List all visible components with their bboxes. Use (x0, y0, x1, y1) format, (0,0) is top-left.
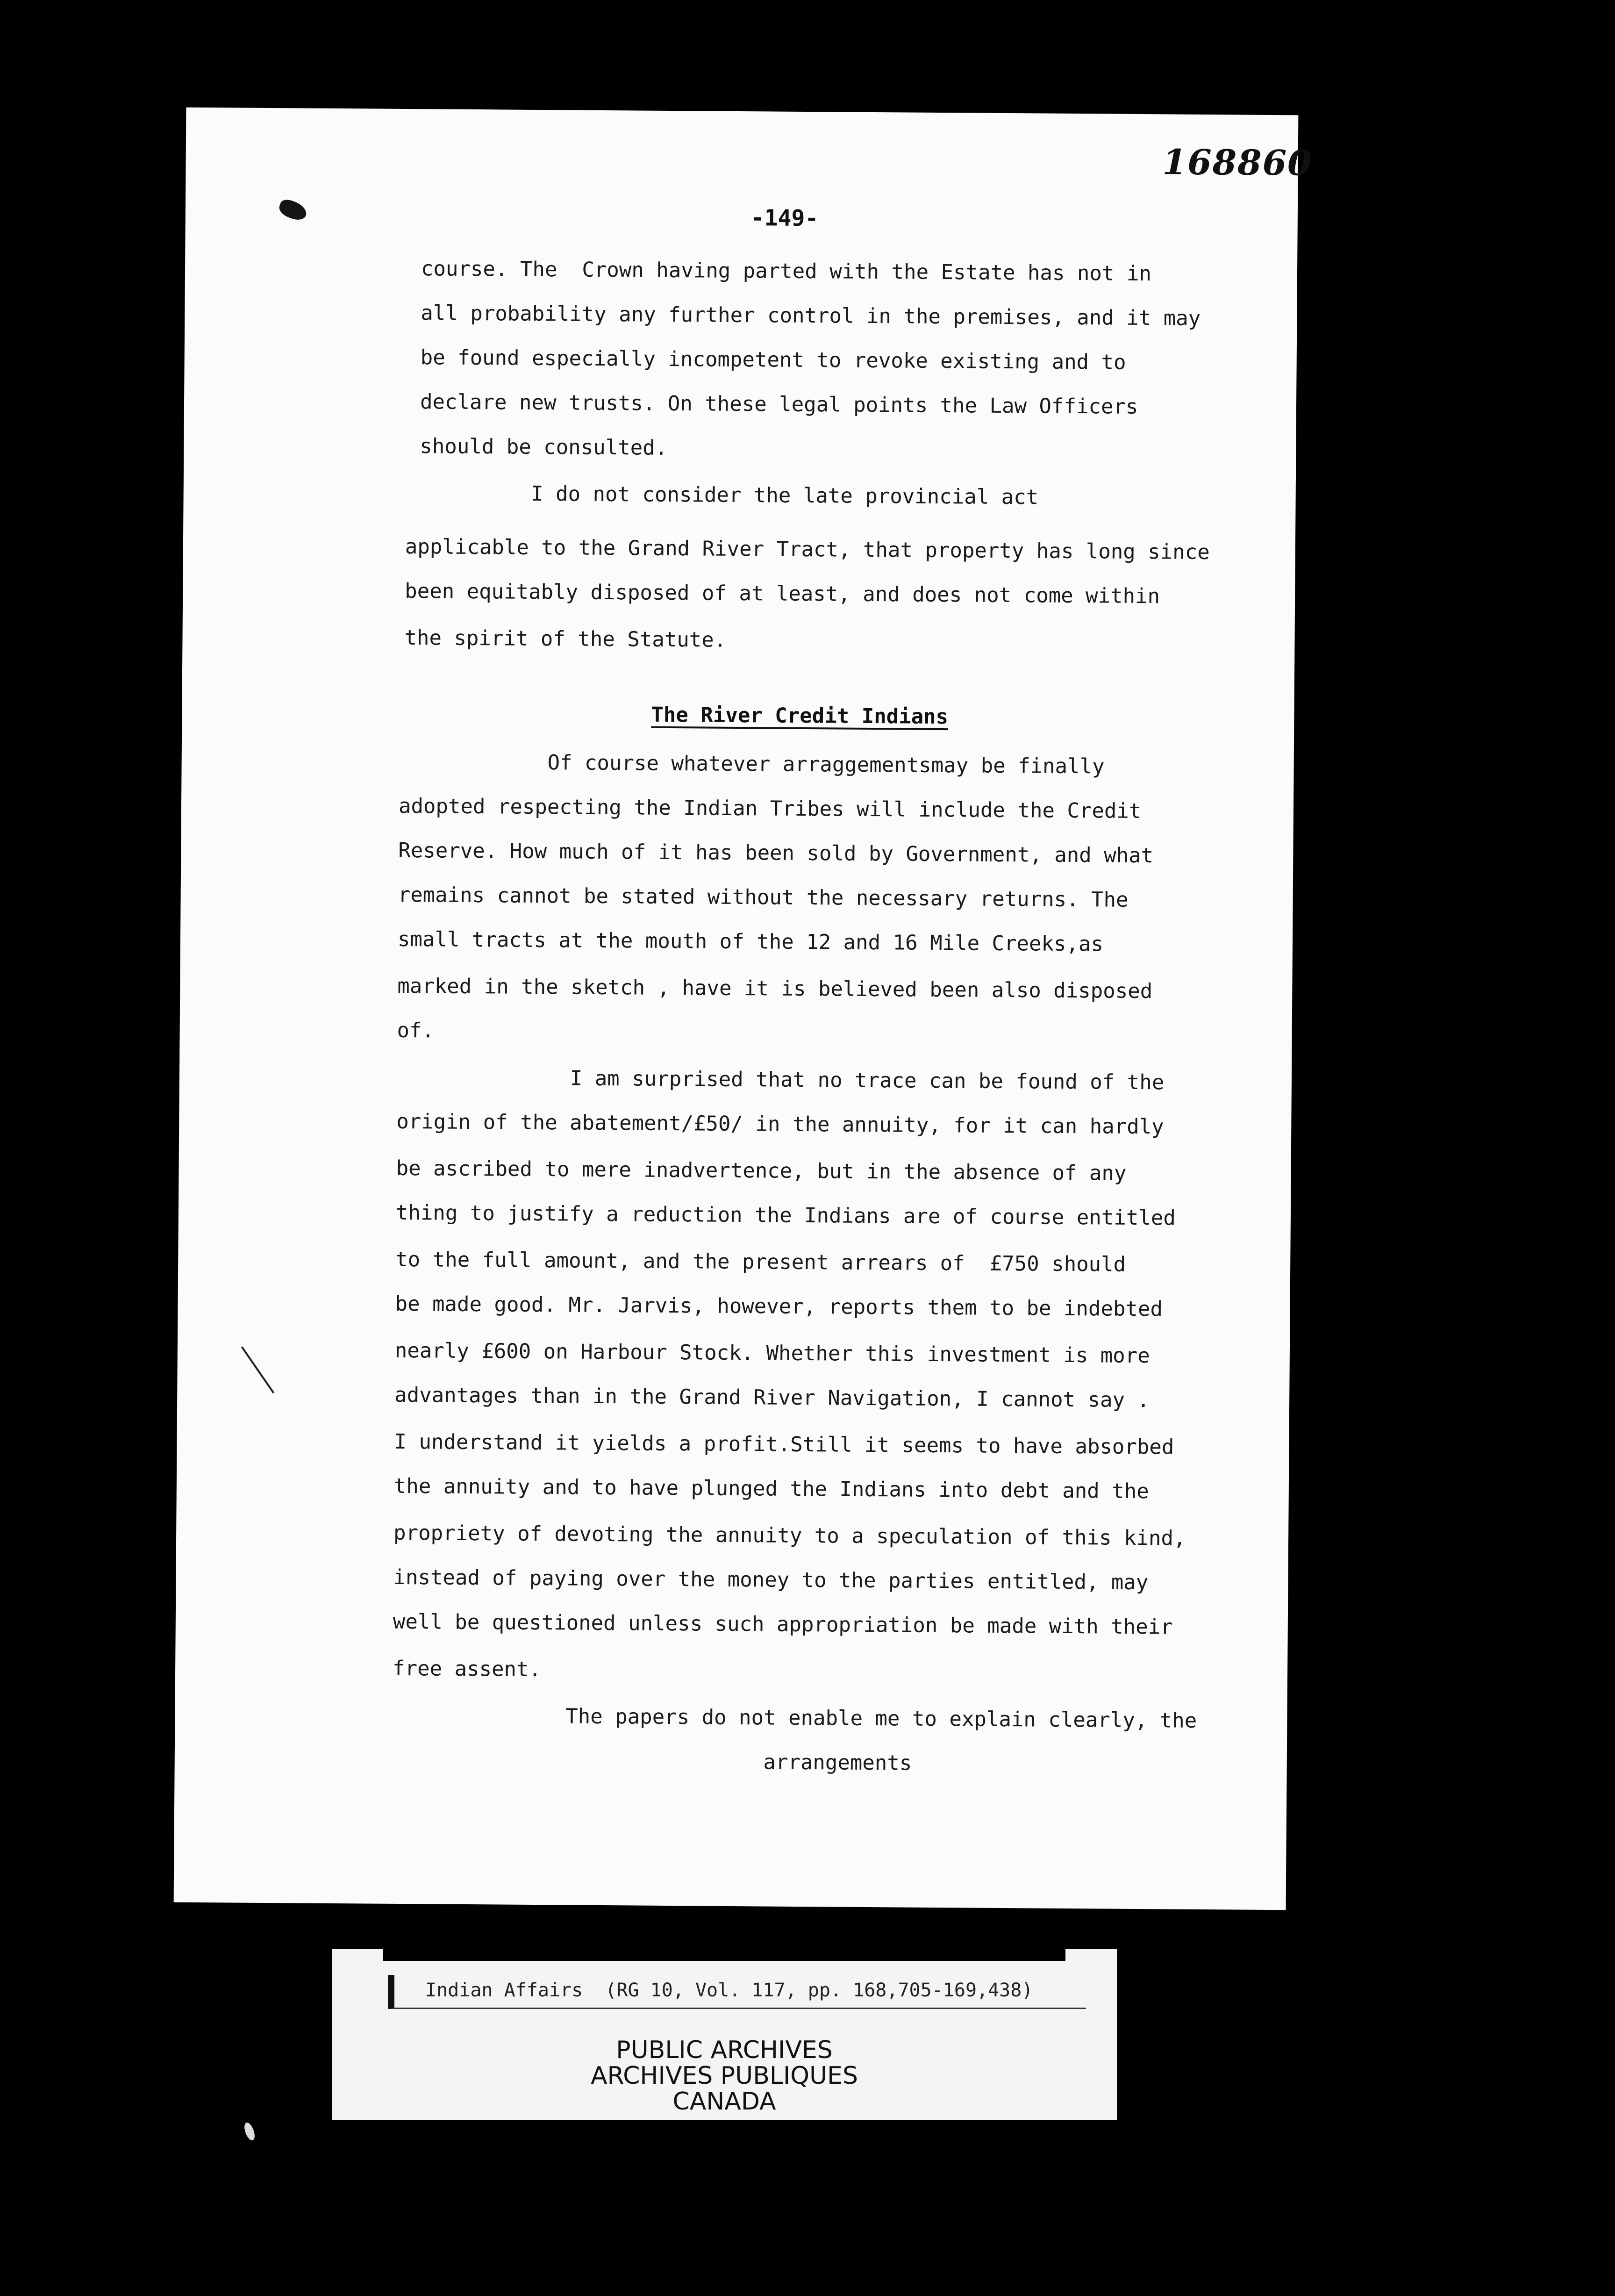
text-line: I am surprised that no trace can be found of the (396, 1065, 1165, 1095)
document-page (174, 108, 1313, 1910)
text-line: Reserve. How much of it has been sold by Government, and what (398, 838, 1154, 868)
text-line: advantages than in the Grand River Navigation, I cannot say . (394, 1383, 1150, 1413)
text-line: origin of the abatement/£50/ in the annuity, for it can hardly (396, 1109, 1164, 1139)
text-line: be made good. Mr. Jarvis, however, reports them to be indebted (395, 1292, 1163, 1321)
text-line: declare new trusts. On these legal points the Law Officers (420, 390, 1138, 419)
text-line: of. (397, 1018, 435, 1043)
archive-reference: Indian Affairs (RG 10, Vol. 117, pp. 168,705-169,438) (425, 1980, 1033, 2001)
section-heading: The River Credit Indians (651, 703, 949, 729)
text-line: well be questioned unless such appropriation be made with their (393, 1609, 1173, 1639)
text-line: thing to justify a reduction the Indians are of course entitled (395, 1200, 1176, 1230)
text-line: to the full amount, and the present arrears of £750 should (395, 1247, 1126, 1277)
film-speck (243, 2121, 257, 2142)
archive-name-en: PUBLIC ARCHIVES (616, 2036, 833, 2064)
text-line: The papers do not enable me to explain clearly, the (392, 1703, 1197, 1733)
text-line: I understand it yields a profit.Still it seems to have absorbed (394, 1429, 1174, 1459)
text-line: arrangements (392, 1747, 912, 1775)
label-tab (332, 1949, 383, 1982)
archive-country: CANADA (672, 2088, 776, 2116)
archive-name-fr: ARCHIVES PUBLIQUES (590, 2062, 858, 2090)
text-line: marked in the sketch , have it is believed been also disposed (397, 974, 1153, 1004)
text-line: be found especially incompetent to revoke existing and to (420, 345, 1126, 374)
text-line: all probability any further control in the premises, and it may (421, 301, 1201, 330)
page-stamp-number: 168860 (1162, 142, 1313, 184)
text-line: the annuity and to have plunged the Indians into debt and the (393, 1474, 1149, 1504)
text-line: remains cannot be stated without the necessary returns. The (398, 883, 1129, 912)
text-line: should be consulted. (420, 434, 668, 460)
text-line: applicable to the Grand River Tract, that property has long since (405, 535, 1210, 565)
text-line: adopted respecting the Indian Tribes will include the Credit (398, 794, 1142, 824)
ink-blot-mark (277, 197, 309, 223)
text-line: propriety of devoting the annuity to a speculation of this kind, (393, 1521, 1186, 1550)
text-line: free assent. (392, 1656, 542, 1682)
text-line: course. The Crown having parted with the Estate has not in (421, 257, 1152, 286)
margin-pencil-mark (241, 1346, 274, 1393)
text-line: I do not consider the late provincial act (419, 481, 1039, 509)
text-line: nearly £600 on Harbour Stock. Whether this investment is more (394, 1338, 1150, 1368)
text-line: small tracts at the mouth of the 12 and 16 Mile Creeks,as (397, 927, 1104, 956)
folio-number: -149- (750, 205, 819, 232)
text-line: been equitably disposed of at least, and does not come within (405, 579, 1160, 609)
text-line: be ascribed to mere inadvertence, but in the absence of any (396, 1156, 1127, 1185)
text-line: Of course whatever arraggementsmay be finally (399, 749, 1105, 779)
text-line: instead of paying over the money to the parties entitled, may (393, 1565, 1149, 1595)
archive-label (332, 1961, 1117, 2120)
text-line: the spirit of the Statute. (404, 626, 727, 652)
